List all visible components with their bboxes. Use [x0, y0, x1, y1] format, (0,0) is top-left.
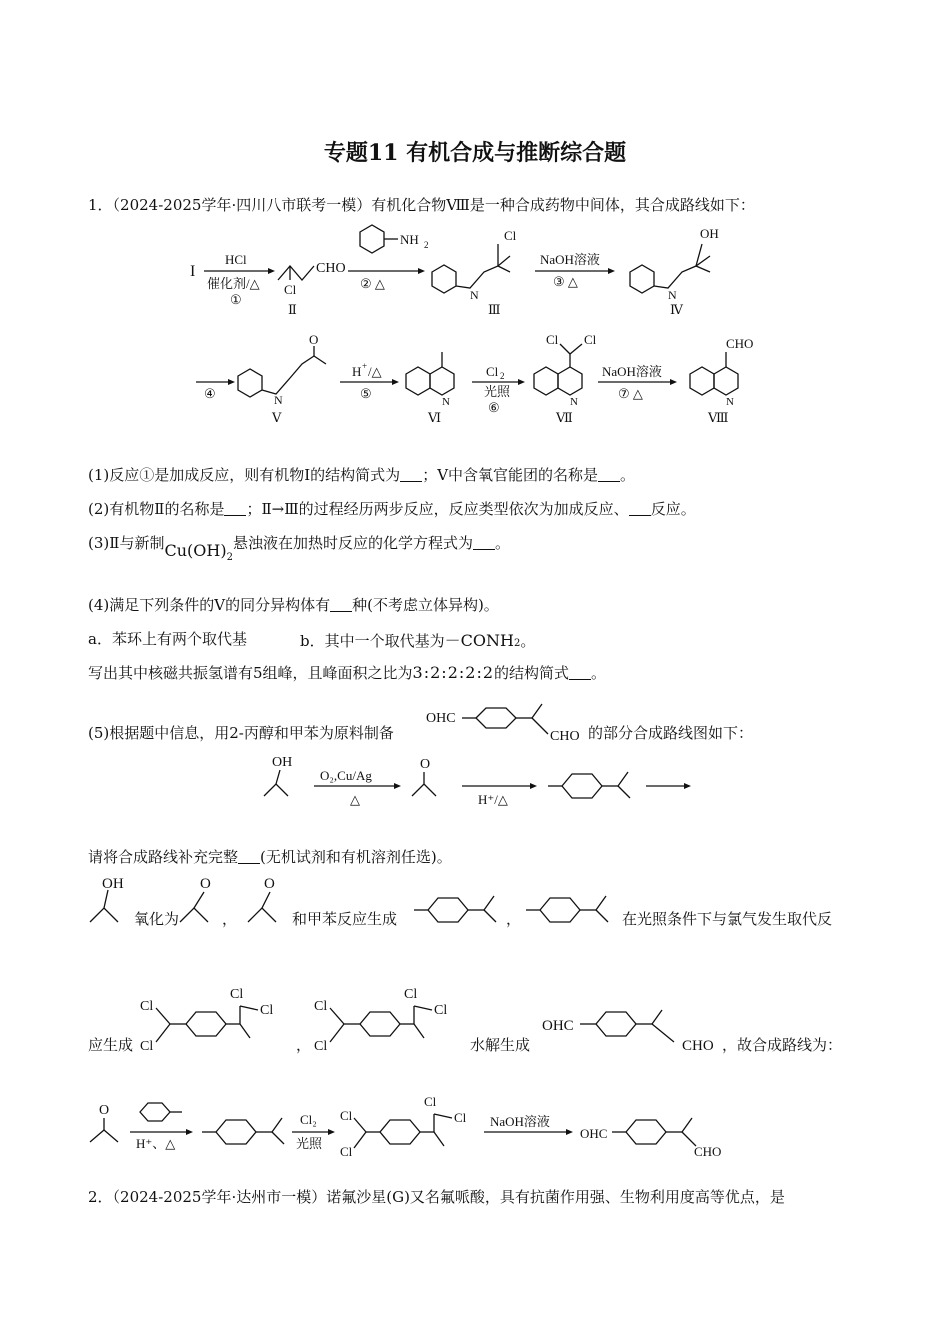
condition-5: /△: [368, 364, 382, 379]
isopropanol: [264, 784, 288, 796]
step-4-number: ④: [204, 386, 216, 401]
compound-VIII-ring-a: [690, 367, 714, 395]
svg-text:在光照条件下与氯气发生取代反: 在光照条件下与氯气发生取代反: [622, 912, 833, 928]
aniline-nh: NH: [400, 232, 419, 247]
reagent-o2-cu-ag: O₂,Cu/Ag: [320, 768, 372, 783]
step-5-number: ⑤: [360, 386, 372, 401]
question-1-part-5-tail: 的部分合成路线图如下：: [588, 724, 754, 742]
compound-VI-ring-b: [430, 367, 454, 395]
compound-VII-ring-b: [558, 367, 582, 395]
svg-text:应生成: 应生成: [88, 1038, 134, 1054]
compound-V-chain: [262, 356, 326, 394]
svg-text:OHC: OHC: [580, 1126, 608, 1141]
compound-IV-ring: [630, 265, 654, 293]
svg-text:OH: OH: [272, 755, 293, 770]
svg-text:Cl: Cl: [260, 1003, 274, 1018]
svg-text:Cl: Cl: [230, 987, 244, 1002]
svg-text:氧化为: 氧化为: [134, 912, 180, 928]
condition-b: b．其中一个取代基为－CONH2。: [300, 631, 536, 650]
svg-text:O: O: [420, 757, 431, 772]
svg-text:2: 2: [424, 240, 429, 250]
condition-a: a．苯环上有两个取代基: [88, 630, 247, 648]
reagent-1: HCl: [225, 252, 247, 267]
compound-I: I: [190, 263, 196, 280]
compound-VII-n: N: [570, 396, 578, 408]
compound-VII-cl-2: Cl: [584, 332, 597, 347]
svg-text:CHO: CHO: [550, 729, 580, 744]
condition-3: ③ △: [553, 274, 578, 289]
answer-blank[interactable]: [629, 501, 651, 516]
condition-h-plus: H⁺、△: [136, 1136, 176, 1151]
compound-II-cho: CHO: [316, 261, 346, 276]
question-1-stem: 1．（2024-2025学年·四川八市联考一模）有机化合物Ⅷ是一种合成药物中间体，其合成路线如下：: [88, 196, 755, 214]
svg-text:和甲苯反应生成: 和甲苯反应生成: [292, 912, 398, 928]
answer-blank[interactable]: [473, 535, 495, 550]
svg-text:O: O: [264, 876, 275, 892]
cu-oh-2-formula: Cu(OH): [164, 541, 227, 560]
compound-IV-n: N: [668, 288, 677, 302]
synthesis-scheme-row-2: [0, 332, 950, 436]
answer-blank[interactable]: [569, 665, 591, 680]
label-VI: Ⅵ: [428, 410, 442, 425]
svg-text:Cl: Cl: [314, 1039, 328, 1054]
reagent-h-plus: H⁺/△: [478, 792, 508, 807]
question-1-part-2: (2)有机物Ⅱ的名称是 ；Ⅱ→Ⅲ的过程经历两步反应，反应类型依次为加成反应、 反应。: [88, 500, 696, 518]
label-VIII: Ⅷ: [708, 410, 729, 425]
svg-text:O: O: [99, 1103, 110, 1118]
label-II: Ⅱ: [288, 302, 297, 317]
compound-III-n: N: [470, 288, 479, 302]
partial-route: [0, 752, 950, 822]
compound-VI-ring-a: [406, 367, 430, 395]
answer-blank[interactable]: [238, 849, 260, 864]
question-1-part-5-prompt: 请将合成路线补充完整 (无机试剂和有机溶剂任选)。: [88, 848, 452, 866]
compound-II-chain: [278, 266, 314, 280]
condition-7: ⑦ △: [618, 386, 643, 401]
svg-text:Cl: Cl: [340, 1108, 353, 1123]
svg-text:O: O: [200, 876, 211, 892]
compound-V-n: N: [274, 393, 283, 407]
svg-text:Cl: Cl: [404, 987, 418, 1002]
compound-V-ring: [238, 369, 262, 397]
compound-VIII-cho: CHO: [726, 336, 754, 351]
nmr-condition: 写出其中核磁共振氢谱有5组峰，且峰面积之比为3:2:2:2:2的结构简式 。: [88, 663, 607, 682]
compound-VII-cl-1: Cl: [546, 332, 559, 347]
svg-text:Cl: Cl: [434, 1003, 448, 1018]
svg-text:Cl: Cl: [140, 999, 154, 1014]
label-VII: Ⅶ: [556, 410, 573, 425]
svg-text:OHC: OHC: [542, 1018, 574, 1034]
compound-V-o: O: [309, 332, 319, 347]
compound-III-cl: Cl: [504, 228, 517, 243]
step-6-number: ⑥: [488, 400, 500, 415]
svg-text:，: ，: [296, 1038, 312, 1054]
condition-1: 催化剂/△: [207, 276, 260, 291]
label-V: Ⅴ: [272, 410, 282, 425]
svg-text:H: H: [352, 364, 362, 379]
svg-text:CHO: CHO: [682, 1038, 714, 1054]
answer-blank[interactable]: [224, 501, 246, 516]
svg-text:Cl: Cl: [454, 1110, 467, 1125]
answer-blank[interactable]: [598, 467, 620, 482]
svg-text:Cl: Cl: [314, 999, 328, 1014]
answer-row-2: [0, 980, 950, 1060]
svg-text:Cl: Cl: [424, 1094, 437, 1109]
compound-IV-oh: OH: [700, 226, 719, 241]
reagent-naoh: NaOH溶液: [490, 1114, 550, 1129]
svg-text:△: △: [350, 792, 360, 807]
aniline-ring: [360, 225, 384, 253]
svg-text:光照: 光照: [296, 1136, 323, 1151]
question-1-part-1: (1)反应①是加成反应，则有机物Ⅰ的结构简式为 ；Ⅴ中含氧官能团的名称是 。: [88, 466, 636, 484]
compound-III-chain: [456, 256, 510, 288]
svg-text:+: +: [362, 361, 368, 371]
reagent-cl2: Cl₂: [300, 1112, 317, 1127]
svg-text:水解生成: 水解生成: [470, 1038, 531, 1054]
answer-row-1: [0, 870, 950, 940]
condition-2: ② △: [360, 276, 385, 291]
compound-VIII-ring-b: [714, 367, 738, 395]
svg-text:Cl: Cl: [340, 1144, 353, 1159]
svg-text:，故合成路线为：: ，故合成路线为：: [722, 1038, 843, 1054]
methyl-styrene-ring: [562, 774, 602, 798]
svg-text:OH: OH: [102, 876, 124, 892]
svg-text:，: ，: [222, 912, 238, 928]
compound-IV-chain: [654, 256, 710, 288]
synthesis-scheme-row-1: [0, 222, 950, 342]
question-1-part-4: (4)满足下列条件的Ⅴ的同分异构体有 种(不考虑立体异构)。: [88, 596, 499, 614]
compound-VI-n: N: [442, 396, 450, 408]
svg-text:OHC: OHC: [426, 711, 456, 726]
compound-III-ring: [432, 265, 456, 293]
page-title: 专题11 有机合成与推断综合题: [323, 140, 627, 166]
answer-blank[interactable]: [400, 467, 422, 482]
svg-text:Cl: Cl: [140, 1039, 154, 1054]
answer-blank[interactable]: [330, 597, 352, 612]
label-IV: Ⅳ: [670, 302, 683, 317]
question-1-part-3: (3)Ⅱ与新制$Cu(OH)_2$悬浊液在加热时反应的化学方程式为 。: [88, 534, 510, 563]
label-III: Ⅲ: [488, 302, 501, 317]
question-1-part-5: (5)根据题中信息，用2-丙醇和甲苯为原料制备: [88, 724, 394, 742]
acetone: [412, 784, 436, 796]
svg-text:，: ，: [506, 912, 522, 928]
svg-text:CHO: CHO: [694, 1144, 722, 1159]
step-1-number: ①: [230, 292, 242, 307]
condition-6: 光照: [484, 384, 511, 399]
question-2-stem: 2．（2024-2025学年·达州市一模）诺氟沙星(G)又名氟哌酸，具有抗菌作用强、生物利用度高等优点，是: [88, 1188, 785, 1206]
reagent-6: Cl: [486, 364, 499, 379]
svg-text:2: 2: [500, 371, 505, 381]
reagent-7: NaOH溶液: [602, 364, 662, 379]
compound-VIII-n: N: [726, 396, 734, 408]
compound-VII-ring-a: [534, 367, 558, 395]
final-route: [0, 1092, 950, 1172]
reagent-3: NaOH溶液: [540, 252, 600, 267]
compound-II-cl: Cl: [284, 282, 297, 297]
